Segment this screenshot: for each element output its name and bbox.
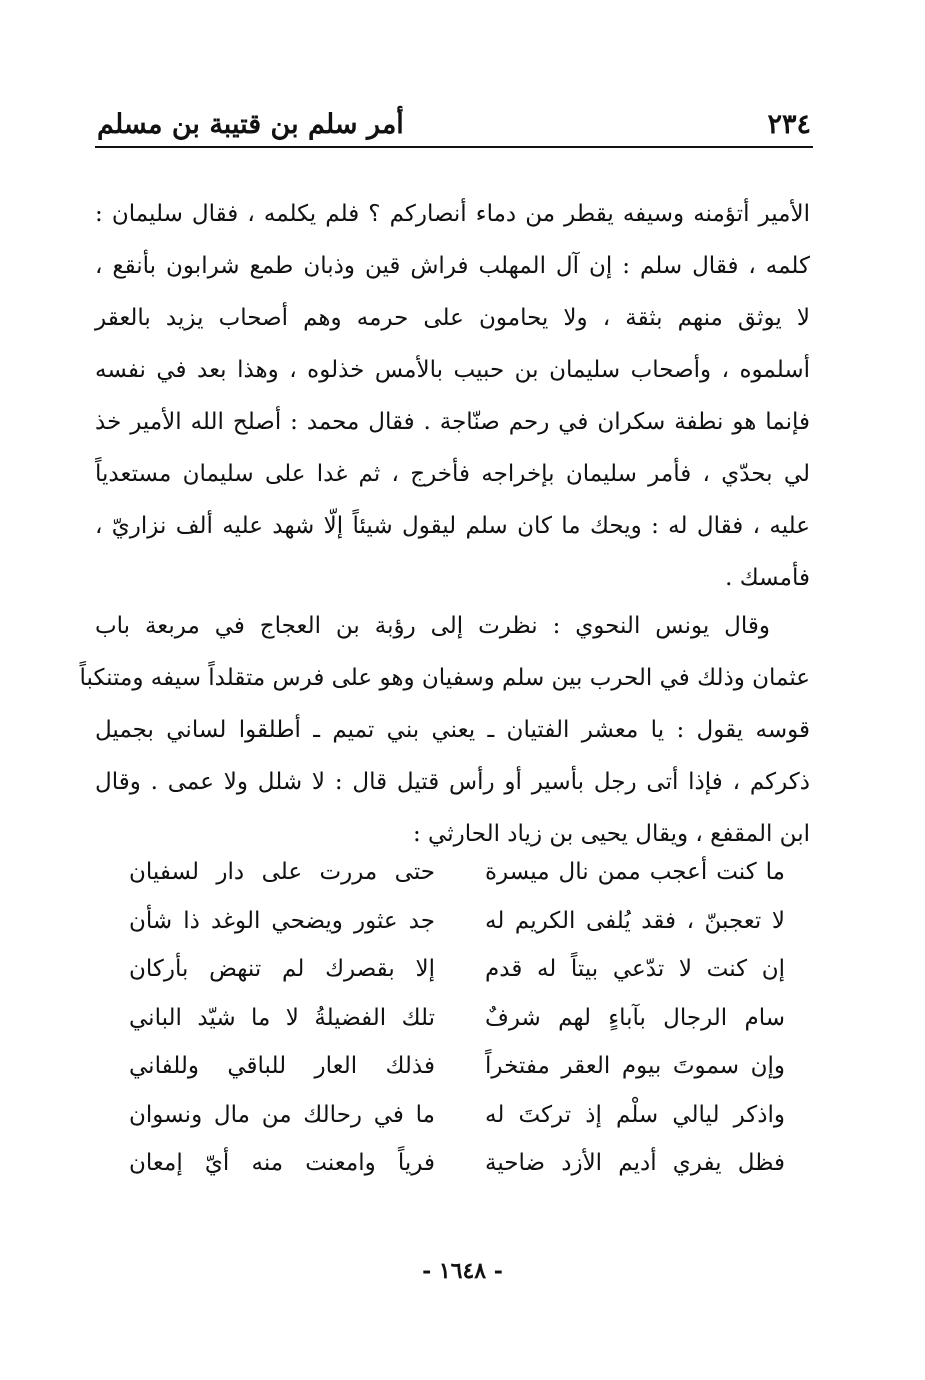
verse-first-hemistich: واذكر ليالي سلْم إذ تركتَ له <box>485 1101 785 1128</box>
poem <box>120 848 785 1188</box>
text-line: عليه ، فقال له : ويحك ما كان سلم ليقول شيئاً إلّا شهد عليه ألف نزاريّ ، <box>95 513 810 539</box>
verse-second-hemistich: تلك الفضيلةُ لا ما شيّد الباني <box>129 1004 435 1031</box>
text-line: ابن المقفع ، ويقال يحيى بن زياد الحارثي : <box>413 821 810 847</box>
text-line: لي بحدّي ، فأمر سليمان بإخراجه فأخرج ، ثم غدا على سليمان مستعدياً <box>95 461 810 487</box>
verse-first-hemistich: لا تعجبنّ ، فقد يُلفى الكريم له <box>485 907 785 934</box>
verse-second-hemistich: حتى مررت على دار لسفيان <box>129 859 435 885</box>
verse-second-hemistich: إلا بقصرك لم تنهض بأركان <box>129 956 435 982</box>
text-line: كلمه ، فقال سلم : إن آل المهلب فراش قين وذبان طمع شرابون بأنقع ، <box>95 253 810 279</box>
verse-first-hemistich: فظل يفري أديم الأزد ضاحية <box>485 1150 785 1176</box>
text-line: لا يوثق منهم بثقة ، ولا يحامون على حرمه وهم أصحاب يزيد بالعقر <box>95 305 810 331</box>
verse <box>120 1091 785 1140</box>
paragraph-2 <box>79 600 810 860</box>
verse-second-hemistich: ما في رحالك من مال ونسوان <box>129 1101 435 1128</box>
paragraph-1 <box>95 188 810 604</box>
text-line: ذكركم ، فإذا أتى رجل بأسير أو رأس قتيل قال : لا شلل ولا عمى . وقال <box>95 769 810 795</box>
text-line: عثمان وذلك في الحرب بين سلم وسفيان وهو على فرس متقلداً سيفه ومتنكباً <box>79 665 810 691</box>
text-line: فأمسك . <box>725 565 810 591</box>
verse-first-hemistich: ما كنت أعجب ممن نال ميسرة <box>485 859 785 885</box>
verse <box>120 1042 785 1091</box>
verse <box>120 897 785 946</box>
chapter-title: أمر سلم بن قتيبة بن مسلم <box>97 109 404 140</box>
text-line: قوسه يقول : يا معشر الفتيان ـ يعني بني تميم ـ أطلقوا لساني بجميل <box>95 717 810 743</box>
verse-first-hemistich: إن كنت لا تدّعي بيتاً له قدم <box>485 956 785 982</box>
verse-first-hemistich: سام الرجال بآباءٍ لهم شرفٌ <box>485 1004 785 1031</box>
text-line: وقال يونس النحوي : نظرت إلى رؤبة بن العجاج في مربعة باب <box>95 613 770 639</box>
verse <box>120 1139 785 1188</box>
running-header <box>95 92 813 148</box>
verse-second-hemistich: جد عثور ويضحي الوغد ذا شأن <box>129 907 435 934</box>
text-line: أسلموه ، وأصحاب سليمان بن حبيب بالأمس خذلوه ، وهذا بعد في نفسه <box>95 357 810 383</box>
text-line: الأمير أتؤمنه وسيفه يقطر من دماء أنصاركم ؟ فلم يكلمه ، فقال سليمان : <box>95 201 810 227</box>
header-page-number: ٢٣٤ <box>767 109 811 140</box>
verse-first-hemistich: وإن سموتَ بيوم العقر مفتخراً <box>485 1053 785 1079</box>
verse-second-hemistich: فرياً وامعنت منه أيّ إمعان <box>129 1150 435 1176</box>
footer-page-number: - ١٦٤٨ - <box>422 1258 503 1284</box>
verse-second-hemistich: فذلك العار للباقي وللفاني <box>129 1053 435 1079</box>
verse <box>120 848 785 897</box>
verse <box>120 945 785 994</box>
text-line: فإنما هو نطفة سكران في رحم صنّاجة . فقال محمد : أصلح الله الأمير خذ <box>95 409 810 435</box>
verse <box>120 994 785 1043</box>
